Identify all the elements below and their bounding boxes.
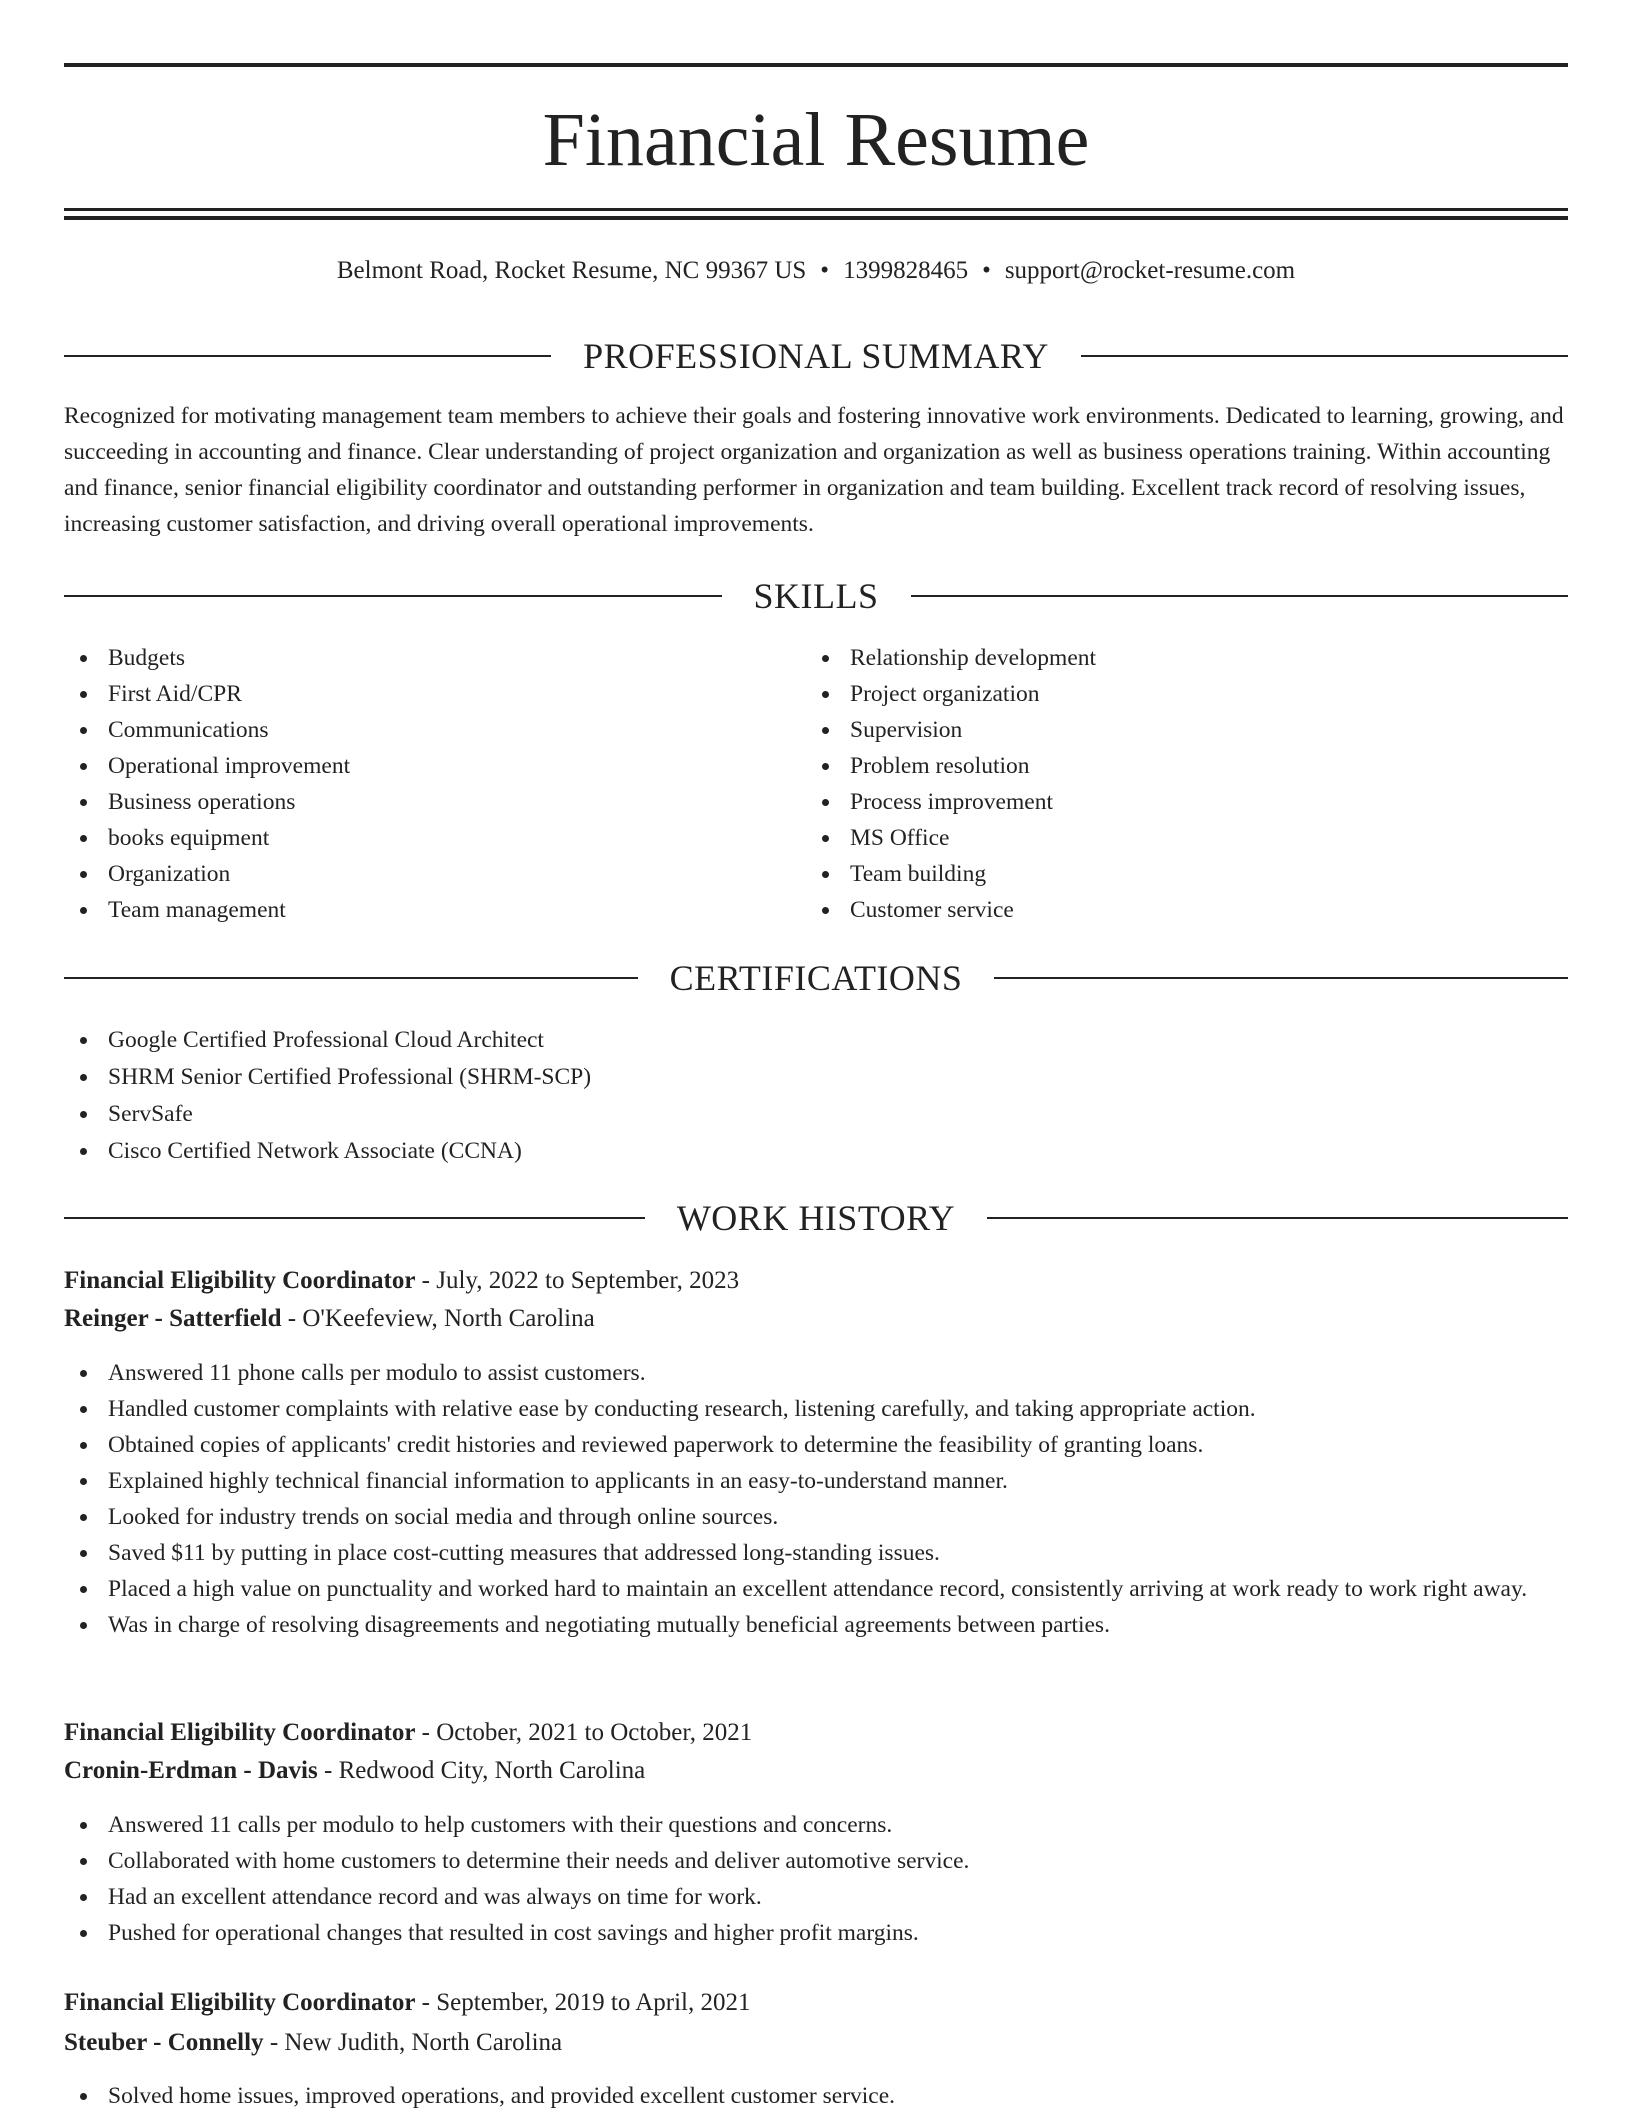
skill-item: Operational improvement	[64, 748, 804, 784]
job-dates: - October, 2021 to October, 2021	[415, 1719, 753, 1746]
skills-list-right	[806, 640, 1546, 928]
contact-phone: 1399828465	[843, 257, 969, 284]
job-bullet: Looked for industry trends on social media and through online sources.	[64, 1499, 1568, 1535]
heading-rule	[994, 977, 1568, 979]
heading-rule	[64, 1217, 645, 1219]
heading-rule	[911, 595, 1569, 597]
job-company: Reinger - Satterfield	[64, 1305, 282, 1332]
summary-text: Recognized for motivating management team members to achieve their goals and fostering innovative work environments. Dedicated to learning, growing, and succeeding in accounting and finance. Clear understanding of project organization and organization as well as business operations training. Within accounting and finance, senior financial eligibility coordinator and outstanding performer in organization and team building. Excellent track record of resolving issues, increasing customer satisfaction, and driving overall operational improvements.	[64, 403, 1564, 537]
contact-separator: •	[982, 257, 991, 284]
job-bullet: Placed a high value on punctuality and worked hard to maintain an excellent attendance record, consistently arriving at work ready to work right away.	[64, 1571, 1568, 1607]
job-bullets	[64, 2078, 1568, 2114]
skill-item: Team management	[64, 892, 804, 928]
job-bullet: Answered 11 calls per modulo to help customers with their questions and concerns.	[64, 1807, 1568, 1843]
job-bullet: Obtained copies of applicants' credit histories and reviewed paperwork to determine the feasibility of granting loans.	[64, 1427, 1568, 1463]
job-company: Steuber - Connelly	[64, 2029, 264, 2056]
skill-item: Supervision	[806, 712, 1546, 748]
section-heading-skills	[64, 574, 1568, 618]
section-heading-work-history	[64, 1196, 1568, 1240]
job-location: - O'Keefeview, North Carolina	[281, 1305, 595, 1332]
job-dates: - September, 2019 to April, 2021	[415, 1989, 751, 2016]
certification-item: Cisco Certified Network Associate (CCNA)	[64, 1133, 1568, 1170]
job-bullets	[64, 1355, 1568, 1643]
skills-list-left	[64, 640, 804, 928]
skill-item: Problem resolution	[806, 748, 1546, 784]
skill-item: Relationship development	[806, 640, 1546, 676]
heading-rule	[987, 1217, 1568, 1219]
job-location: - New Judith, North Carolina	[263, 2029, 563, 2056]
job-dates: - July, 2022 to September, 2023	[415, 1267, 740, 1294]
certifications-list	[64, 1022, 1568, 1170]
certification-item: ServSafe	[64, 1096, 1568, 1133]
job-title: Financial Eligibility Coordinator	[64, 1267, 416, 1294]
job-bullet: Saved $11 by putting in place cost-cutting measures that addressed long-standing issues.	[64, 1535, 1568, 1571]
job-bullet: Had an excellent attendance record and was always on time for work.	[64, 1879, 1568, 1915]
skill-item: Process improvement	[806, 784, 1546, 820]
section-title: CERTIFICATIONS	[669, 958, 963, 998]
job-company-line	[64, 2024, 1568, 2062]
skill-item: Budgets	[64, 640, 804, 676]
header-double-rule-upper	[64, 208, 1568, 211]
skill-item: Business operations	[64, 784, 804, 820]
section-title: WORK HISTORY	[676, 1198, 956, 1238]
contact-email: support@rocket-resume.com	[1004, 257, 1296, 284]
job-title-line	[64, 1984, 1568, 2022]
header-top-rule	[64, 63, 1568, 67]
job-title-line	[64, 1714, 1568, 1752]
job-company-line	[64, 1752, 1568, 1790]
contact-separator: •	[820, 257, 830, 284]
job-title: Financial Eligibility Coordinator	[64, 1719, 416, 1746]
job-title: Financial Eligibility Coordinator	[64, 1989, 416, 2016]
section-title: PROFESSIONAL SUMMARY	[583, 336, 1049, 376]
skill-item: First Aid/CPR	[64, 676, 804, 712]
job-bullet: Collaborated with home customers to determine their needs and deliver automotive service.	[64, 1843, 1568, 1879]
section-title: SKILLS	[753, 576, 879, 616]
job-bullet: Answered 11 phone calls per modulo to assist customers.	[64, 1355, 1568, 1391]
contact-address: Belmont Road, Rocket Resume, NC 99367 US	[336, 257, 807, 284]
section-heading-certifications	[64, 956, 1568, 1000]
skill-item: Team building	[806, 856, 1546, 892]
header-double-rule-lower	[64, 216, 1568, 220]
skill-item: Organization	[64, 856, 804, 892]
heading-rule	[1081, 355, 1568, 357]
job-title-line	[64, 1262, 1568, 1300]
skill-item: books equipment	[64, 820, 804, 856]
job-bullet: Explained highly technical financial information to applicants in an easy-to-understand manner.	[64, 1463, 1568, 1499]
page-title: Financial Resume	[542, 98, 1090, 182]
job-bullet: Solved home issues, improved operations, and provided excellent customer service.	[64, 2078, 1568, 2114]
job-bullets	[64, 1807, 1568, 1951]
job-company: Cronin-Erdman - Davis	[64, 1757, 318, 1784]
certification-item: Google Certified Professional Cloud Architect	[64, 1022, 1568, 1059]
skill-item: Customer service	[806, 892, 1546, 928]
job-bullet: Handled customer complaints with relative ease by conducting research, listening carefully, and taking appropriate action.	[64, 1391, 1568, 1427]
section-heading-summary	[64, 334, 1568, 378]
job-company-line	[64, 1300, 1568, 1338]
heading-rule	[64, 977, 638, 979]
job-bullet: Was in charge of resolving disagreements and negotiating mutually beneficial agreements between parties.	[64, 1607, 1568, 1643]
contact-line	[64, 254, 1568, 288]
skill-item: Communications	[64, 712, 804, 748]
job-location: - Redwood City, North Carolina	[317, 1757, 646, 1784]
skill-item: MS Office	[806, 820, 1546, 856]
skill-item: Project organization	[806, 676, 1546, 712]
heading-rule	[64, 595, 722, 597]
certification-item: SHRM Senior Certified Professional (SHRM-SCP)	[64, 1059, 1568, 1096]
job-bullet: Pushed for operational changes that resulted in cost savings and higher profit margins.	[64, 1915, 1568, 1951]
heading-rule	[64, 355, 551, 357]
